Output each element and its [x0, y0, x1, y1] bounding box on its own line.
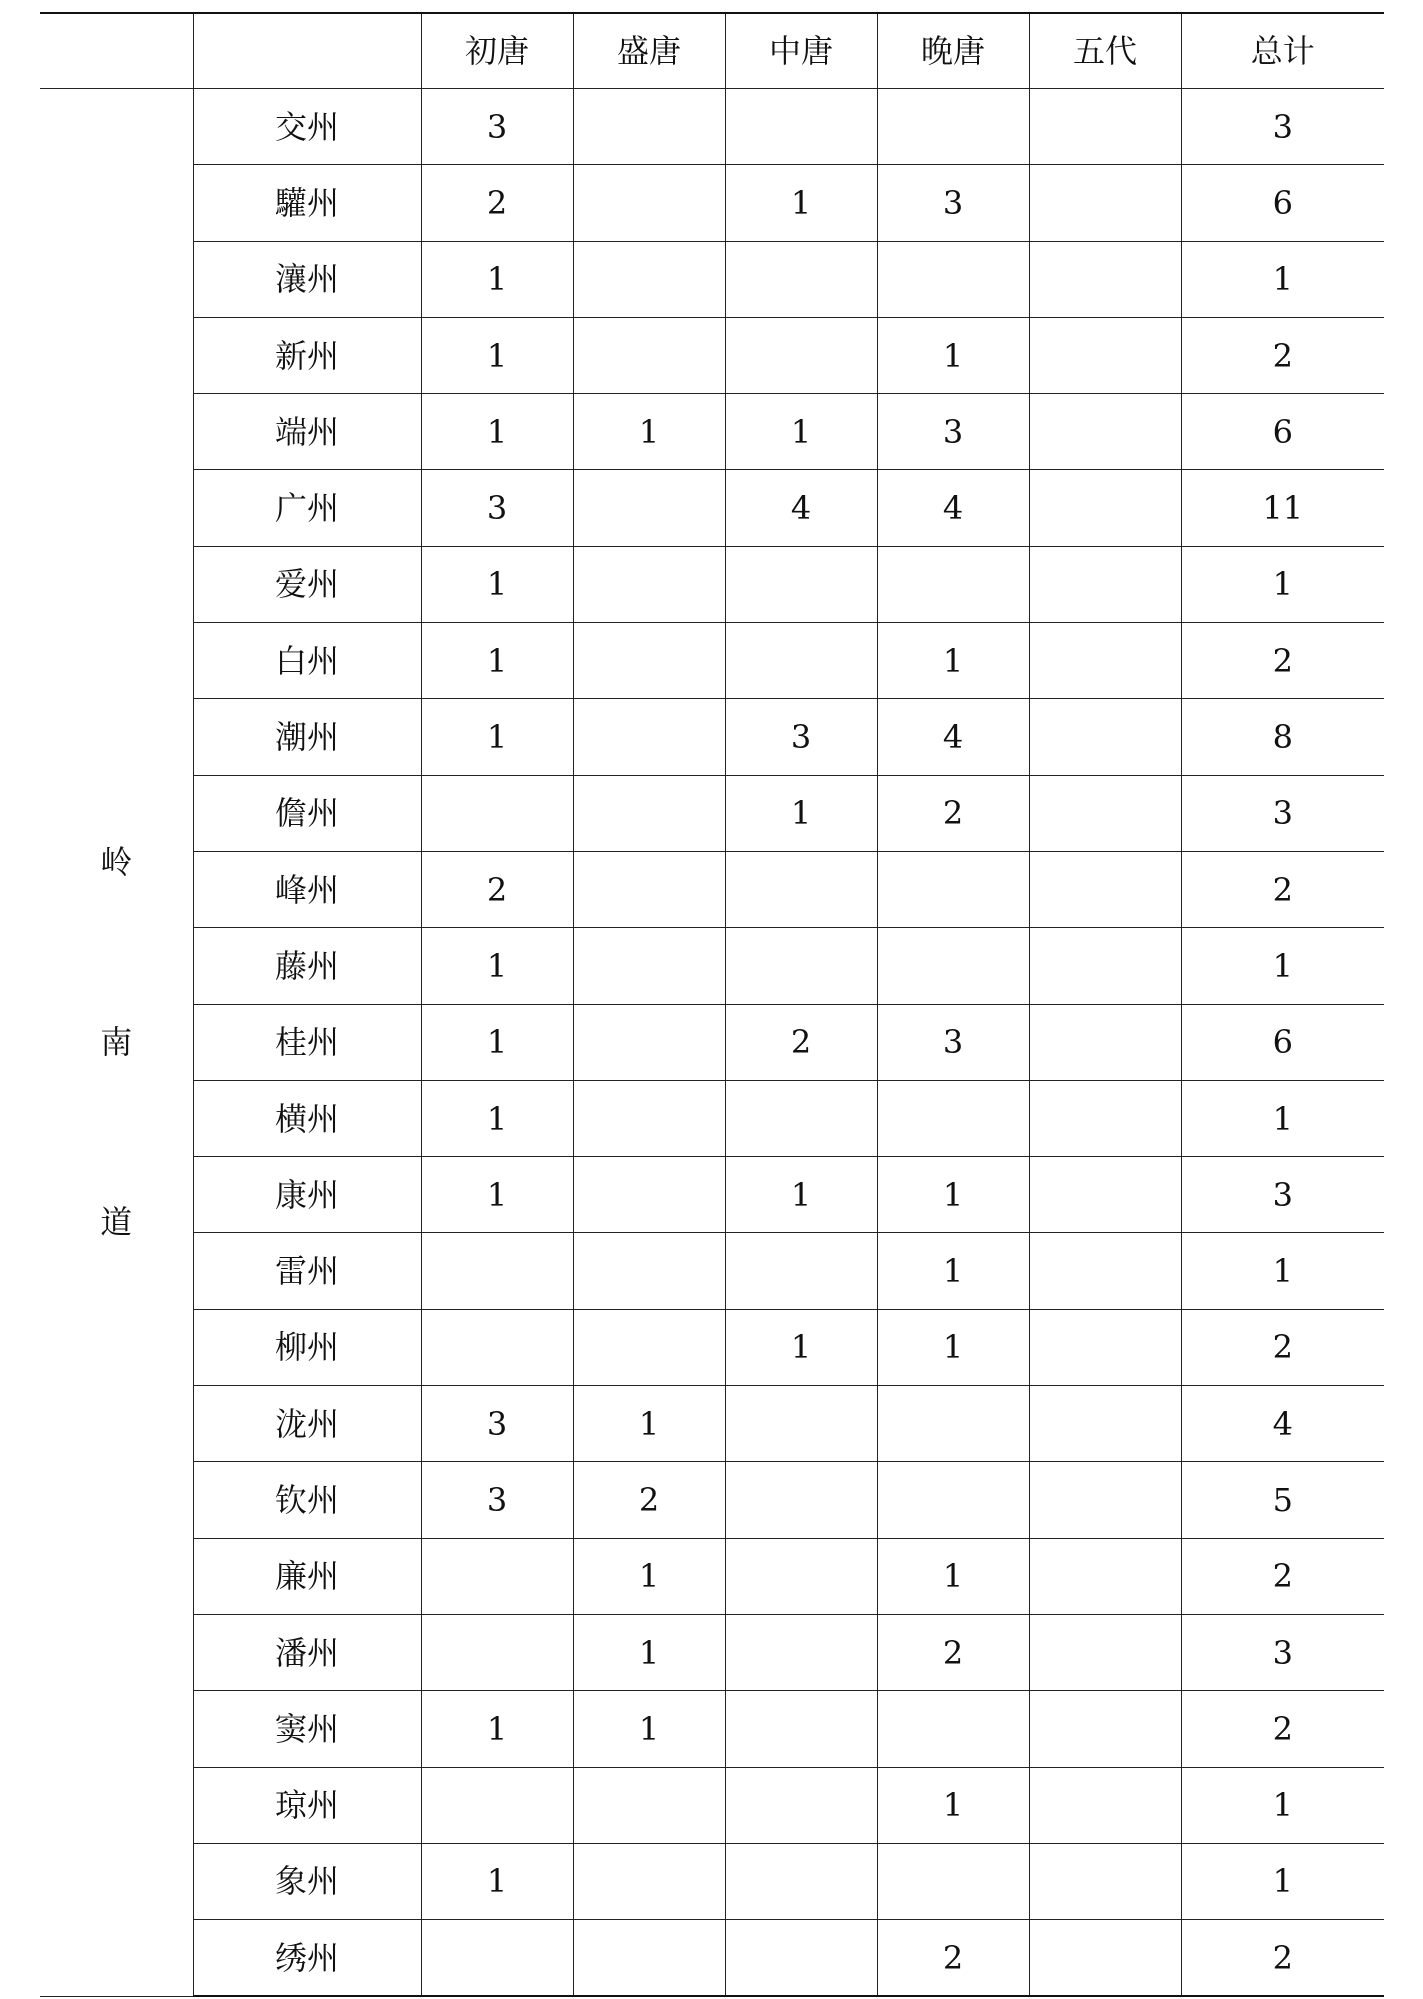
- total-cell: 1: [1181, 1080, 1384, 1156]
- table-row: [40, 546, 1384, 622]
- count-cell: 2: [573, 1462, 725, 1538]
- count-cell: [573, 165, 725, 241]
- count-cell: [877, 851, 1029, 927]
- table-row: [40, 470, 1384, 546]
- count-cell: 2: [877, 1614, 1029, 1690]
- count-cell: [573, 623, 725, 699]
- count-cell: [877, 241, 1029, 317]
- count-cell: 1: [877, 1309, 1029, 1385]
- count-cell: 1: [877, 1767, 1029, 1843]
- total-cell: 6: [1181, 165, 1384, 241]
- total-cell: 5: [1181, 1462, 1384, 1538]
- table-row: [40, 928, 1384, 1004]
- prefecture-name: 广州: [193, 470, 421, 546]
- total-cell: 11: [1181, 470, 1384, 546]
- count-cell: [573, 89, 725, 165]
- count-cell: 1: [877, 623, 1029, 699]
- header-cell: 五代: [1029, 13, 1181, 89]
- count-cell: [725, 1920, 877, 1997]
- count-cell: 1: [725, 1309, 877, 1385]
- count-cell: 1: [877, 317, 1029, 393]
- count-cell: [573, 1080, 725, 1156]
- prefecture-name: 泷州: [193, 1386, 421, 1462]
- table-row: [40, 623, 1384, 699]
- count-cell: 1: [877, 1233, 1029, 1309]
- total-cell: 2: [1181, 317, 1384, 393]
- table-row: [40, 317, 1384, 393]
- count-cell: [1029, 1767, 1181, 1843]
- total-cell: 3: [1181, 89, 1384, 165]
- prefecture-name: 爱州: [193, 546, 421, 622]
- count-cell: [1029, 1614, 1181, 1690]
- header-cell: 总计: [1181, 13, 1384, 89]
- total-cell: 1: [1181, 241, 1384, 317]
- count-cell: [421, 1538, 573, 1614]
- count-cell: [725, 928, 877, 1004]
- count-cell: 2: [421, 165, 573, 241]
- count-cell: [1029, 1920, 1181, 1997]
- prefecture-name: 横州: [193, 1080, 421, 1156]
- count-cell: [573, 851, 725, 927]
- count-cell: [1029, 1233, 1181, 1309]
- count-cell: 4: [877, 470, 1029, 546]
- total-cell: 3: [1181, 1614, 1384, 1690]
- count-cell: 1: [725, 1157, 877, 1233]
- count-cell: [725, 1462, 877, 1538]
- prefecture-name: 窦州: [193, 1691, 421, 1767]
- table-row: [40, 1004, 1384, 1080]
- count-cell: 3: [421, 470, 573, 546]
- count-cell: [573, 317, 725, 393]
- prefecture-name: 儋州: [193, 775, 421, 851]
- count-cell: 1: [573, 394, 725, 470]
- count-cell: [725, 317, 877, 393]
- count-cell: [1029, 1691, 1181, 1767]
- count-cell: [877, 1462, 1029, 1538]
- total-cell: 2: [1181, 1309, 1384, 1385]
- count-cell: 4: [877, 699, 1029, 775]
- count-cell: [573, 1309, 725, 1385]
- count-cell: [725, 1843, 877, 1919]
- total-cell: 2: [1181, 1691, 1384, 1767]
- table-row: [40, 1080, 1384, 1156]
- table-row: [40, 1920, 1384, 1997]
- table-row: [40, 1462, 1384, 1538]
- count-cell: [1029, 1080, 1181, 1156]
- count-cell: [573, 1920, 725, 1997]
- count-cell: [725, 1767, 877, 1843]
- count-cell: [1029, 241, 1181, 317]
- total-cell: 1: [1181, 1843, 1384, 1919]
- count-cell: [573, 775, 725, 851]
- prefecture-name: 柳州: [193, 1309, 421, 1385]
- count-cell: [725, 1386, 877, 1462]
- region-char: 岭: [100, 843, 133, 882]
- prefecture-name: 藤州: [193, 928, 421, 1004]
- total-cell: 3: [1181, 775, 1384, 851]
- count-cell: [725, 1614, 877, 1690]
- table-row: [40, 241, 1384, 317]
- table-row: [40, 1691, 1384, 1767]
- header-cell: 盛唐: [573, 13, 725, 89]
- count-cell: [725, 851, 877, 927]
- table-row: [40, 775, 1384, 851]
- count-cell: [877, 1843, 1029, 1919]
- count-cell: 1: [421, 1843, 573, 1919]
- count-cell: 1: [421, 1080, 573, 1156]
- count-cell: [421, 1614, 573, 1690]
- count-cell: [573, 1233, 725, 1309]
- count-cell: [1029, 165, 1181, 241]
- count-cell: [725, 241, 877, 317]
- count-cell: [1029, 394, 1181, 470]
- count-cell: [877, 928, 1029, 1004]
- count-cell: [1029, 1309, 1181, 1385]
- data-table: [40, 12, 1384, 1997]
- count-cell: [1029, 928, 1181, 1004]
- total-cell: 6: [1181, 394, 1384, 470]
- count-cell: [421, 1309, 573, 1385]
- count-cell: [1029, 1843, 1181, 1919]
- total-cell: 1: [1181, 928, 1384, 1004]
- prefecture-name: 钦州: [193, 1462, 421, 1538]
- prefecture-name: 新州: [193, 317, 421, 393]
- count-cell: 1: [877, 1157, 1029, 1233]
- count-cell: 1: [421, 1157, 573, 1233]
- total-cell: 8: [1181, 699, 1384, 775]
- count-cell: [421, 1233, 573, 1309]
- table-row: [40, 699, 1384, 775]
- count-cell: 3: [725, 699, 877, 775]
- count-cell: [725, 89, 877, 165]
- count-cell: [877, 89, 1029, 165]
- header-row: [40, 13, 1384, 89]
- total-cell: 4: [1181, 1386, 1384, 1462]
- prefecture-name: 潘州: [193, 1614, 421, 1690]
- header-cell: 晚唐: [877, 13, 1029, 89]
- count-cell: 1: [421, 546, 573, 622]
- prefecture-name: 康州: [193, 1157, 421, 1233]
- prefecture-name: 绣州: [193, 1920, 421, 1997]
- count-cell: [877, 1691, 1029, 1767]
- prefecture-name: 白州: [193, 623, 421, 699]
- header-cell: [40, 13, 193, 89]
- count-cell: [421, 1920, 573, 1997]
- count-cell: 2: [725, 1004, 877, 1080]
- count-cell: 3: [877, 1004, 1029, 1080]
- table-row: [40, 1538, 1384, 1614]
- prefecture-name: 雷州: [193, 1233, 421, 1309]
- count-cell: 1: [421, 394, 573, 470]
- table-row: [40, 165, 1384, 241]
- count-cell: 2: [421, 851, 573, 927]
- count-cell: [1029, 317, 1181, 393]
- count-cell: [1029, 546, 1181, 622]
- total-cell: 2: [1181, 851, 1384, 927]
- table-row: [40, 1157, 1384, 1233]
- count-cell: [1029, 851, 1181, 927]
- count-cell: 3: [877, 165, 1029, 241]
- prefecture-name: 琼州: [193, 1767, 421, 1843]
- count-cell: [421, 775, 573, 851]
- prefecture-name: 象州: [193, 1843, 421, 1919]
- table-row: [40, 1843, 1384, 1919]
- count-cell: [725, 623, 877, 699]
- count-cell: 1: [725, 165, 877, 241]
- count-cell: [573, 470, 725, 546]
- count-cell: 1: [421, 699, 573, 775]
- count-cell: 4: [725, 470, 877, 546]
- count-cell: [725, 1080, 877, 1156]
- prefecture-name: 瀼州: [193, 241, 421, 317]
- region-label: [40, 843, 193, 1242]
- total-cell: 2: [1181, 1538, 1384, 1614]
- count-cell: 1: [421, 1004, 573, 1080]
- count-cell: [877, 1386, 1029, 1462]
- table-row: [40, 394, 1384, 470]
- total-cell: 1: [1181, 1767, 1384, 1843]
- count-cell: 1: [421, 1691, 573, 1767]
- total-cell: 2: [1181, 1920, 1384, 1997]
- count-cell: 1: [421, 317, 573, 393]
- count-cell: 1: [573, 1538, 725, 1614]
- table-row: [40, 1767, 1384, 1843]
- count-cell: 3: [421, 89, 573, 165]
- count-cell: [1029, 1462, 1181, 1538]
- count-cell: [1029, 1538, 1181, 1614]
- count-cell: 3: [421, 1386, 573, 1462]
- table-row: [40, 1614, 1384, 1690]
- count-cell: [573, 1843, 725, 1919]
- region-char: 南: [100, 1023, 133, 1062]
- count-cell: 1: [877, 1538, 1029, 1614]
- count-cell: 2: [877, 775, 1029, 851]
- count-cell: 1: [421, 928, 573, 1004]
- prefecture-name: 交州: [193, 89, 421, 165]
- total-cell: 1: [1181, 1233, 1384, 1309]
- count-cell: 3: [877, 394, 1029, 470]
- total-cell: 1: [1181, 546, 1384, 622]
- count-cell: 1: [725, 394, 877, 470]
- count-cell: [725, 546, 877, 622]
- count-cell: [1029, 699, 1181, 775]
- count-cell: [573, 1004, 725, 1080]
- count-cell: [1029, 1157, 1181, 1233]
- count-cell: [1029, 775, 1181, 851]
- count-cell: [1029, 89, 1181, 165]
- count-cell: 1: [421, 623, 573, 699]
- table-row: [40, 89, 1384, 165]
- count-cell: [573, 699, 725, 775]
- count-cell: 2: [877, 1920, 1029, 1997]
- count-cell: [725, 1233, 877, 1309]
- count-cell: 1: [573, 1691, 725, 1767]
- prefecture-name: 桂州: [193, 1004, 421, 1080]
- count-cell: [1029, 1386, 1181, 1462]
- region-cell: [40, 89, 193, 1997]
- total-cell: 3: [1181, 1157, 1384, 1233]
- prefecture-name: 驩州: [193, 165, 421, 241]
- count-cell: [725, 1538, 877, 1614]
- count-cell: [421, 1767, 573, 1843]
- total-cell: 2: [1181, 623, 1384, 699]
- count-cell: [1029, 623, 1181, 699]
- count-cell: [1029, 1004, 1181, 1080]
- count-cell: [877, 546, 1029, 622]
- count-cell: [573, 241, 725, 317]
- table-row: [40, 1233, 1384, 1309]
- count-cell: [573, 1767, 725, 1843]
- count-cell: [877, 1080, 1029, 1156]
- count-cell: [573, 1157, 725, 1233]
- count-cell: 1: [573, 1614, 725, 1690]
- count-cell: [1029, 470, 1181, 546]
- header-cell: 初唐: [421, 13, 573, 89]
- table-row: [40, 1386, 1384, 1462]
- prefecture-name: 廉州: [193, 1538, 421, 1614]
- header-cell: [193, 13, 421, 89]
- total-cell: 6: [1181, 1004, 1384, 1080]
- count-cell: [573, 928, 725, 1004]
- table-row: [40, 851, 1384, 927]
- prefecture-name: 峰州: [193, 851, 421, 927]
- count-cell: 1: [573, 1386, 725, 1462]
- header-cell: 中唐: [725, 13, 877, 89]
- prefecture-name: 潮州: [193, 699, 421, 775]
- count-cell: [725, 1691, 877, 1767]
- region-char: 道: [100, 1203, 133, 1242]
- table-row: [40, 1309, 1384, 1385]
- count-cell: [573, 546, 725, 622]
- table-body: [40, 89, 1384, 1997]
- prefecture-name: 端州: [193, 394, 421, 470]
- count-cell: 1: [725, 775, 877, 851]
- count-cell: 1: [421, 241, 573, 317]
- count-cell: 3: [421, 1462, 573, 1538]
